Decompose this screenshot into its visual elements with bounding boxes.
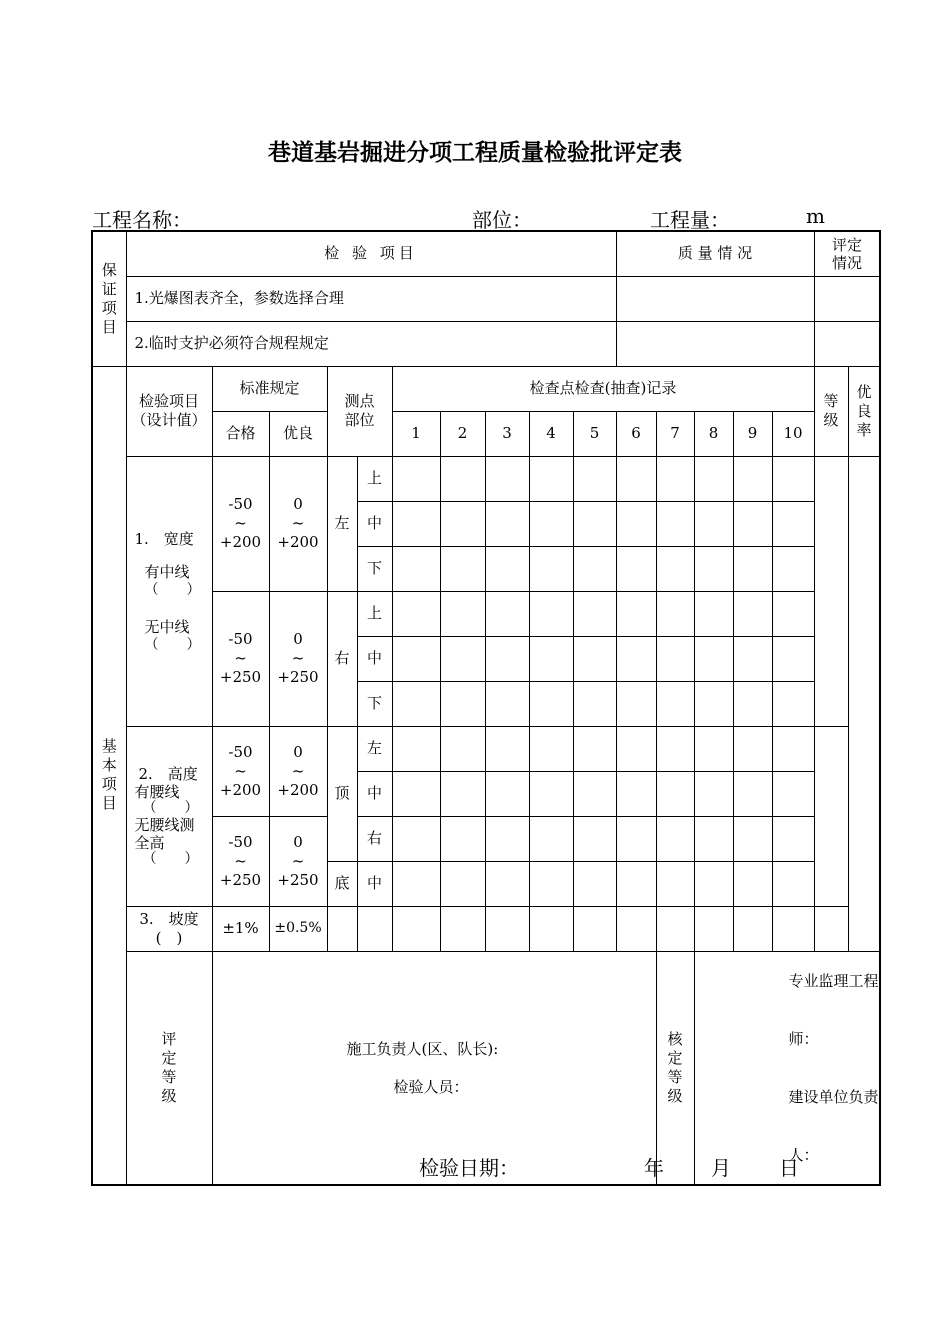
record-col-9: 9 <box>733 411 772 456</box>
record-cell[interactable] <box>485 456 529 501</box>
record-cell[interactable] <box>656 636 694 681</box>
guarantee-rating-1[interactable] <box>814 276 880 321</box>
record-cell[interactable] <box>392 816 440 861</box>
record-cell[interactable] <box>485 861 529 906</box>
width-grade[interactable] <box>814 456 848 726</box>
project-name-label: 工程名称： <box>92 208 192 232</box>
slope-grade[interactable] <box>814 906 848 951</box>
record-cell[interactable] <box>733 546 772 591</box>
basic-col-good: 优良 <box>269 411 327 456</box>
guarantee-col-item: 检 验 项目 <box>126 231 616 276</box>
width-item-label: 1. 宽度 有中线 （ ） 无中线 （ ） <box>126 456 212 726</box>
record-cell[interactable] <box>694 906 733 951</box>
record-cell[interactable] <box>733 681 772 726</box>
record-cell[interactable] <box>694 636 733 681</box>
slope-point-cell[interactable] <box>327 906 357 951</box>
height-good-2: 0 ~ +250 <box>269 816 327 906</box>
record-cell[interactable] <box>529 771 573 816</box>
record-cell[interactable] <box>440 861 485 906</box>
record-cell[interactable] <box>616 861 656 906</box>
record-cell[interactable] <box>616 591 656 636</box>
date-month: 月 <box>711 1156 731 1180</box>
record-cell[interactable] <box>440 591 485 636</box>
record-cell[interactable] <box>656 861 694 906</box>
height-top-left: 左 <box>357 726 392 771</box>
record-cell[interactable] <box>440 501 485 546</box>
record-cell[interactable] <box>694 681 733 726</box>
record-col-8: 8 <box>694 411 733 456</box>
record-cell[interactable] <box>485 501 529 546</box>
slope-item-label: 3. 坡度 ( ) <box>126 906 212 951</box>
record-cell[interactable] <box>616 546 656 591</box>
basic-side-label: 基本项目 <box>92 366 126 1185</box>
height-pass-1: -50 ~ +200 <box>212 726 269 816</box>
record-cell[interactable] <box>529 726 573 771</box>
record-cell[interactable] <box>656 546 694 591</box>
guarantee-rating-2[interactable] <box>814 321 880 366</box>
basic-col-record: 检查点检查(抽查)记录 <box>392 366 814 411</box>
record-cell[interactable] <box>616 681 656 726</box>
slope-good: ±0.5% <box>269 906 327 951</box>
record-cell[interactable] <box>485 816 529 861</box>
record-cell[interactable] <box>733 591 772 636</box>
record-cell[interactable] <box>392 501 440 546</box>
record-cell[interactable] <box>529 906 573 951</box>
record-cell[interactable] <box>573 726 616 771</box>
record-cell[interactable] <box>616 906 656 951</box>
height-bottom-mid: 中 <box>357 861 392 906</box>
record-cell[interactable] <box>573 591 616 636</box>
record-cell[interactable] <box>733 906 772 951</box>
inspection-date-label: 检验日期： <box>419 1156 519 1180</box>
record-col-10: 10 <box>772 411 814 456</box>
record-cell[interactable] <box>440 681 485 726</box>
record-cell[interactable] <box>616 771 656 816</box>
record-cell[interactable] <box>656 726 694 771</box>
record-cell[interactable] <box>440 771 485 816</box>
record-cell[interactable] <box>529 501 573 546</box>
width-left-top: 上 <box>357 456 392 501</box>
width-good-2: 0 ~ +250 <box>269 591 327 726</box>
record-cell[interactable] <box>485 726 529 771</box>
record-cell[interactable] <box>485 906 529 951</box>
basic-col-point: 测点部位 <box>327 366 392 456</box>
record-cell[interactable] <box>392 456 440 501</box>
record-col-3: 3 <box>485 411 529 456</box>
basic-col-standard: 标准规定 <box>212 366 327 411</box>
guarantee-item-1: 1.光爆图表齐全，参数选择合理 <box>126 276 616 321</box>
record-cell[interactable] <box>573 906 616 951</box>
record-cell[interactable] <box>392 861 440 906</box>
record-cell[interactable] <box>573 456 616 501</box>
record-cell[interactable] <box>573 816 616 861</box>
record-cell[interactable] <box>694 771 733 816</box>
record-cell[interactable] <box>616 456 656 501</box>
record-cell[interactable] <box>440 906 485 951</box>
height-top: 顶 <box>327 726 357 861</box>
record-cell[interactable] <box>529 591 573 636</box>
record-cell[interactable] <box>772 636 814 681</box>
record-cell[interactable] <box>733 771 772 816</box>
form-title: 巷道基岩掘进分项工程质量检验批评定表 <box>268 140 682 166</box>
record-cell[interactable] <box>733 816 772 861</box>
record-cell[interactable] <box>772 861 814 906</box>
record-cell[interactable] <box>529 636 573 681</box>
record-cell[interactable] <box>733 861 772 906</box>
record-cell[interactable] <box>392 636 440 681</box>
record-cell[interactable] <box>772 771 814 816</box>
height-top-mid: 中 <box>357 771 392 816</box>
record-cell[interactable] <box>733 636 772 681</box>
quantity-label: 工程量： <box>650 208 730 232</box>
record-col-1: 1 <box>392 411 440 456</box>
record-cell[interactable] <box>772 456 814 501</box>
record-cell[interactable] <box>485 591 529 636</box>
record-cell[interactable] <box>733 501 772 546</box>
record-cell[interactable] <box>529 456 573 501</box>
guarantee-quality-1[interactable] <box>616 276 814 321</box>
record-col-5: 5 <box>573 411 616 456</box>
record-cell[interactable] <box>440 726 485 771</box>
record-cell[interactable] <box>772 591 814 636</box>
record-cell[interactable] <box>573 771 616 816</box>
height-top-right: 右 <box>357 816 392 861</box>
height-bottom: 底 <box>327 861 357 906</box>
record-cell[interactable] <box>392 771 440 816</box>
slope-point-cell[interactable] <box>357 906 392 951</box>
evaluation-construction: 施工负责人(区、队长): 检验人员： <box>212 951 656 1185</box>
record-col-7: 7 <box>656 411 694 456</box>
height-pass-2: -50 ~ +250 <box>212 816 269 906</box>
basic-col-rate: 优良率 <box>848 366 880 456</box>
record-cell[interactable] <box>485 771 529 816</box>
record-cell[interactable] <box>392 681 440 726</box>
record-cell[interactable] <box>772 681 814 726</box>
record-col-6: 6 <box>616 411 656 456</box>
record-col-2: 2 <box>440 411 485 456</box>
record-cell[interactable] <box>392 546 440 591</box>
record-cell[interactable] <box>656 501 694 546</box>
record-cell[interactable] <box>392 726 440 771</box>
record-cell[interactable] <box>694 816 733 861</box>
record-cell[interactable] <box>440 636 485 681</box>
record-cell[interactable] <box>616 636 656 681</box>
record-cell[interactable] <box>392 906 440 951</box>
record-cell[interactable] <box>616 501 656 546</box>
width-good-1: 0 ~ +200 <box>269 456 327 591</box>
evaluation-supervision: 专业监理工程师： 建设单位负责人： <box>694 951 880 1185</box>
record-cell[interactable] <box>392 591 440 636</box>
width-side-right: 右 <box>327 591 357 726</box>
verify-label: 核定等级 <box>656 951 694 1185</box>
record-cell[interactable] <box>733 456 772 501</box>
guarantee-col-quality: 质 量 情 况 <box>616 231 814 276</box>
guarantee-item-2: 2.临时支护必须符合规程规定 <box>126 321 616 366</box>
guarantee-col-rating: 评定情况 <box>814 231 880 276</box>
record-cell[interactable] <box>772 546 814 591</box>
record-cell[interactable] <box>772 906 814 951</box>
record-cell[interactable] <box>694 861 733 906</box>
height-grade[interactable] <box>814 726 848 906</box>
width-right-bottom: 下 <box>357 681 392 726</box>
height-good-1: 0 ~ +200 <box>269 726 327 816</box>
record-cell[interactable] <box>656 906 694 951</box>
basic-col-grade: 等级 <box>814 366 848 456</box>
record-cell[interactable] <box>616 816 656 861</box>
record-cell[interactable] <box>772 501 814 546</box>
width-pass-2: -50 ~ +250 <box>212 591 269 726</box>
record-cell[interactable] <box>656 771 694 816</box>
record-cell[interactable] <box>529 546 573 591</box>
record-cell[interactable] <box>485 681 529 726</box>
record-cell[interactable] <box>573 861 616 906</box>
record-cell[interactable] <box>656 681 694 726</box>
record-cell[interactable] <box>772 816 814 861</box>
record-cell[interactable] <box>485 636 529 681</box>
width-pass-1: -50 ~ +200 <box>212 456 269 591</box>
width-left-mid: 中 <box>357 501 392 546</box>
record-cell[interactable] <box>656 816 694 861</box>
record-cell[interactable] <box>694 591 733 636</box>
basic-rate[interactable] <box>848 456 880 951</box>
record-cell[interactable] <box>485 546 529 591</box>
record-cell[interactable] <box>694 726 733 771</box>
record-cell[interactable] <box>573 501 616 546</box>
width-right-top: 上 <box>357 591 392 636</box>
guarantee-side-label: 保证项目 <box>92 231 126 366</box>
width-left-bottom: 下 <box>357 546 392 591</box>
record-cell[interactable] <box>573 546 616 591</box>
record-cell[interactable] <box>694 546 733 591</box>
record-cell[interactable] <box>529 681 573 726</box>
height-item-label: 2. 高度 有腰线 （ ） 无腰线测 全高 （ ） <box>126 726 212 906</box>
date-day: 日 <box>779 1156 799 1180</box>
record-cell[interactable] <box>573 636 616 681</box>
record-cell[interactable] <box>573 681 616 726</box>
record-cell[interactable] <box>694 456 733 501</box>
date-year: 年 <box>644 1156 664 1180</box>
basic-col-item: 检验项目 （设计值） <box>126 366 212 456</box>
width-right-mid: 中 <box>357 636 392 681</box>
record-cell[interactable] <box>656 456 694 501</box>
record-cell[interactable] <box>529 816 573 861</box>
evaluation-side-label: 评定等级 <box>126 951 212 1185</box>
record-cell[interactable] <box>772 726 814 771</box>
basic-col-pass: 合格 <box>212 411 269 456</box>
slope-pass: ±1% <box>212 906 269 951</box>
quantity-unit: m <box>806 204 825 228</box>
record-cell[interactable] <box>529 861 573 906</box>
record-cell[interactable] <box>616 726 656 771</box>
record-cell[interactable] <box>440 546 485 591</box>
record-cell[interactable] <box>440 816 485 861</box>
record-cell[interactable] <box>656 591 694 636</box>
record-cell[interactable] <box>694 501 733 546</box>
width-side-left: 左 <box>327 456 357 591</box>
location-label: 部位： <box>472 208 532 232</box>
guarantee-quality-2[interactable] <box>616 321 814 366</box>
record-col-4: 4 <box>529 411 573 456</box>
inspection-table <box>91 230 881 1186</box>
record-cell[interactable] <box>733 726 772 771</box>
record-cell[interactable] <box>440 456 485 501</box>
